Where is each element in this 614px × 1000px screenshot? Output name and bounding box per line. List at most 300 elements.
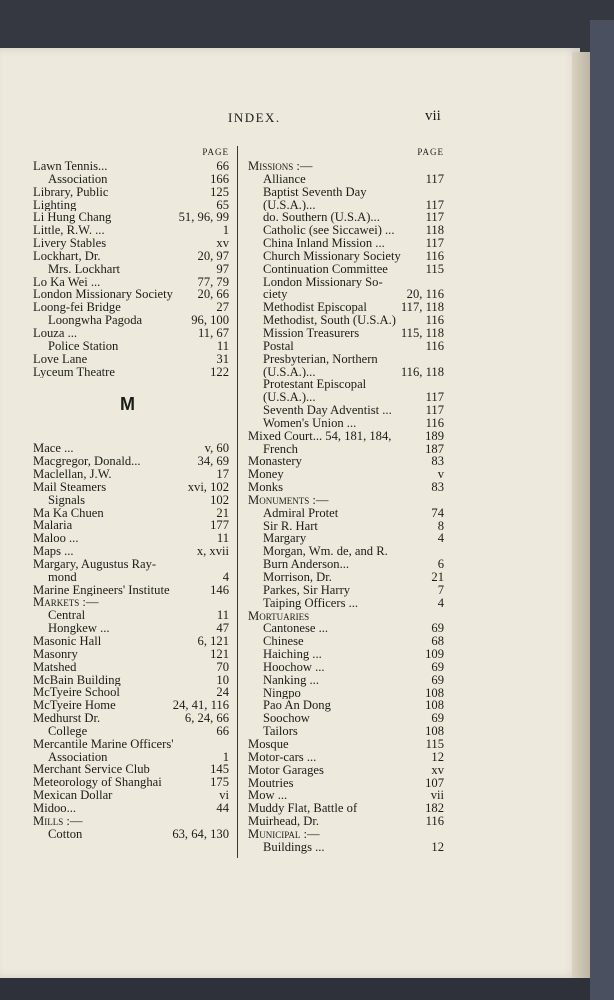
entry-pages: 117	[425, 210, 444, 225]
index-entry	[248, 712, 444, 725]
entry-text: (U.S.A.)...	[263, 365, 316, 379]
entry-pages	[441, 186, 444, 199]
entry-pages: 117	[425, 390, 444, 405]
entry-pages: 20, 116	[406, 287, 444, 302]
entry-text: Central	[48, 609, 86, 623]
index-entry	[33, 558, 229, 571]
entry-text: Maps ...	[33, 545, 74, 558]
entry-text: Continuation Committee	[263, 262, 388, 276]
index-entry	[33, 648, 229, 661]
entry-text: Chinese	[263, 635, 304, 649]
index-entry	[248, 751, 444, 764]
index-entry	[248, 802, 444, 815]
entry-text: French	[263, 442, 298, 456]
index-entry	[248, 353, 444, 366]
index-entry	[33, 507, 229, 520]
entry-text: Margary, Augustus Ray-	[33, 557, 157, 571]
entry-pages: 1	[222, 749, 229, 764]
entry-pages: 24	[216, 685, 229, 700]
index-entry	[33, 160, 229, 173]
index-entry	[248, 558, 444, 571]
entry-text: Morrison, Dr.	[263, 571, 332, 584]
index-entry	[248, 674, 444, 687]
entry-text: do. Southern (U.S.A)...	[263, 211, 380, 225]
index-entry	[248, 841, 444, 854]
entry-text: Ningpo	[263, 686, 301, 700]
entry-pages: v	[437, 467, 444, 482]
entry-pages: 115	[425, 261, 444, 276]
entry-pages: 69	[431, 659, 444, 674]
index-entry	[248, 597, 444, 610]
index-entry	[248, 532, 444, 545]
index-entry	[248, 327, 444, 340]
entry-pages	[226, 815, 229, 828]
index-entry	[248, 378, 444, 391]
entry-pages: 11	[216, 338, 229, 353]
entry-pages: 24, 41, 116	[172, 698, 229, 713]
entry-pages: 20, 97	[197, 248, 229, 263]
index-entry	[248, 622, 444, 635]
entry-pages: 1	[222, 223, 229, 238]
entry-pages: 20, 66	[197, 287, 229, 302]
entry-pages: 31	[216, 351, 229, 366]
index-entry	[33, 674, 229, 687]
entry-text: (U.S.A.)...	[263, 391, 316, 405]
entry-pages	[226, 738, 229, 751]
entry-pages: 116	[425, 814, 444, 829]
entry-text: Little, R.W. ...	[33, 224, 105, 238]
entry-pages: 65	[216, 197, 229, 212]
entry-text: Muddy Flat, Battle of	[248, 802, 358, 816]
index-entry	[33, 494, 229, 507]
entry-text: Library, Public	[33, 185, 109, 199]
index-entry	[33, 173, 229, 186]
entry-pages: 125	[210, 184, 229, 199]
entries-m	[33, 442, 229, 840]
index-entry	[33, 468, 229, 481]
page-column-label: PAGE	[417, 147, 444, 157]
entries-before-m	[33, 160, 229, 378]
entry-text: Mixed Court... 54, 181, 184,	[248, 429, 392, 443]
index-entry	[33, 288, 229, 301]
book-cover-edge	[590, 20, 614, 1000]
index-entry	[248, 699, 444, 712]
index-entry	[33, 263, 229, 276]
entry-pages: 17	[216, 467, 229, 482]
entry-text: College	[48, 724, 88, 738]
entry-text: Marine Engineers' Institute	[33, 583, 170, 597]
entry-text: Lo Ka Wei ...	[33, 275, 101, 289]
index-entry	[33, 635, 229, 648]
letter-heading	[33, 378, 229, 442]
entry-text: Tailors	[263, 725, 298, 738]
index-entry	[248, 173, 444, 186]
entry-text: Mills :—	[33, 814, 83, 828]
index-entry	[248, 777, 444, 790]
entry-pages: 177	[210, 518, 229, 533]
entry-pages: 11	[216, 531, 229, 546]
index-entry	[248, 237, 444, 250]
entry-pages	[441, 353, 444, 366]
entry-text: Money	[248, 468, 284, 482]
entry-pages: 117	[425, 171, 444, 186]
index-entry	[33, 725, 229, 738]
index-entry	[248, 160, 444, 173]
entry-pages: 96, 100	[191, 313, 229, 328]
index-entry	[33, 789, 229, 802]
entry-pages: 77, 79	[197, 274, 229, 289]
entry-pages: 118	[425, 223, 444, 238]
entry-pages: 4	[222, 569, 229, 584]
index-entry	[248, 725, 444, 738]
right-column	[248, 146, 444, 854]
entry-pages: v, 60	[204, 441, 229, 456]
index-entry	[33, 609, 229, 622]
entry-pages: 117	[425, 403, 444, 418]
index-entry	[33, 211, 229, 224]
entries-right	[248, 160, 444, 854]
entry-text: Nanking ...	[263, 673, 319, 687]
entry-pages: 116	[425, 415, 444, 430]
entry-pages: 21	[216, 505, 229, 520]
entry-text: Mace ...	[33, 442, 74, 456]
entry-text: Love Lane	[33, 352, 88, 366]
entry-pages: 4	[437, 595, 444, 610]
entry-pages: 68	[431, 634, 444, 649]
entry-text: Macgregor, Donald...	[33, 455, 141, 469]
entry-text: Church Missionary Society	[263, 249, 401, 263]
entry-text: Mrs. Lockhart	[48, 262, 121, 276]
entry-text: Markets :—	[33, 596, 99, 610]
entry-pages: 102	[210, 492, 229, 507]
entry-text: Louza ...	[33, 326, 78, 340]
entry-text: Women's Union ...	[263, 416, 357, 430]
entry-text: Protestant Episcopal	[263, 378, 367, 392]
entry-pages: 12	[431, 839, 444, 854]
index-entry	[248, 430, 444, 443]
index-entry	[248, 661, 444, 674]
entry-pages: 47	[216, 621, 229, 636]
entry-text: Malaria	[33, 519, 73, 533]
header-title: INDEX.	[228, 110, 281, 125]
index-entry	[248, 455, 444, 468]
entry-pages: 117	[425, 236, 444, 251]
entry-text: Moutries	[248, 776, 294, 790]
entry-pages: 121	[210, 646, 229, 661]
entry-pages: 122	[210, 364, 229, 379]
index-entry	[248, 494, 444, 507]
entry-pages: 146	[210, 582, 229, 597]
entry-text: Meteorology of Shanghai	[33, 776, 162, 790]
index-entry	[33, 545, 229, 558]
entry-text: Burn Anderson...	[263, 558, 350, 571]
entry-text: Margary	[263, 532, 307, 546]
index-entry	[248, 635, 444, 648]
entry-pages: vi	[219, 788, 229, 803]
entry-text: Muirhead, Dr.	[248, 815, 319, 828]
index-entry	[33, 661, 229, 674]
index-entry	[248, 404, 444, 417]
entry-text: Loong-fei Bridge	[33, 301, 121, 315]
index-entry	[33, 712, 229, 725]
entry-text: Morgan, Wm. de, and R.	[263, 545, 388, 559]
index-entry	[33, 751, 229, 764]
entry-pages: 10	[216, 672, 229, 687]
entry-pages: 70	[216, 659, 229, 674]
column-divider	[237, 146, 238, 858]
index-entry	[248, 648, 444, 661]
entry-text: McBain Building	[33, 673, 121, 687]
index-entry	[248, 610, 444, 623]
index-entry	[33, 481, 229, 494]
entry-text: Mercantile Marine Officers'	[33, 737, 174, 751]
index-entry	[33, 327, 229, 340]
index-entry	[248, 764, 444, 777]
entry-text: Hoochow ...	[263, 660, 325, 674]
page-column-label: PAGE	[202, 147, 229, 157]
entry-text: Medhurst Dr.	[33, 712, 101, 725]
entry-pages: 27	[216, 300, 229, 315]
entry-pages	[441, 160, 444, 173]
entry-text: Municipal :—	[248, 827, 320, 841]
index-entry	[33, 455, 229, 468]
entry-pages: 108	[425, 685, 444, 700]
entry-text: Li Hung Chang	[33, 211, 112, 225]
entry-text: Soochow	[263, 712, 310, 726]
entry-pages: 69	[431, 672, 444, 687]
entry-text: Admiral Protet	[263, 506, 339, 520]
index-entry	[33, 519, 229, 532]
entry-text: Buildings ...	[263, 840, 325, 854]
entry-pages: 21	[431, 570, 444, 584]
entry-pages: 97	[216, 261, 229, 276]
entry-text: Lockhart, Dr.	[33, 249, 101, 263]
entry-text: Parkes, Sir Harry	[263, 583, 351, 597]
entry-text: mond	[48, 570, 77, 584]
index-entry	[248, 828, 444, 841]
index-entry	[248, 199, 444, 212]
entry-text: Motor Garages	[248, 763, 324, 777]
entry-pages: 74	[431, 505, 444, 520]
entry-pages: 116	[425, 313, 444, 328]
entry-pages: 187	[425, 441, 444, 456]
entry-pages: 11	[216, 608, 229, 623]
entry-text: Postal	[263, 339, 294, 353]
entry-text: Midoo...	[33, 801, 77, 815]
entry-pages: 83	[431, 480, 444, 495]
index-entry	[248, 366, 444, 379]
index-entry	[248, 687, 444, 700]
entry-text: Monastery	[248, 455, 302, 469]
entry-text: Baptist Seventh Day	[263, 185, 367, 199]
index-entry	[33, 186, 229, 199]
index-entry	[248, 468, 444, 481]
entry-text: Methodist Episcopal	[263, 301, 367, 315]
index-entry	[33, 802, 229, 815]
index-entry	[248, 301, 444, 314]
index-entry	[248, 417, 444, 430]
entry-pages: 66	[216, 723, 229, 738]
index-entry	[248, 443, 444, 456]
entry-text: Mission Treasurers	[263, 326, 360, 340]
page-header	[0, 110, 580, 130]
entry-text: Catholic (see Siccawei) ...	[263, 224, 395, 238]
entry-text: Mail Steamers	[33, 480, 107, 494]
entry-text: Masonic Hall	[33, 635, 102, 648]
index-entry	[248, 211, 444, 224]
entry-pages: 6, 24, 66	[184, 711, 229, 726]
entry-pages: 51, 96, 99	[178, 210, 229, 225]
entry-pages: 115, 118	[400, 325, 444, 340]
index-entry	[33, 340, 229, 353]
index-entry	[33, 828, 229, 841]
entry-text: Mortuaries	[248, 609, 310, 623]
entry-text: Hongkew ...	[48, 622, 110, 635]
index-entry	[248, 815, 444, 828]
entry-text: China Inland Mission ...	[263, 237, 385, 250]
index-entry	[248, 340, 444, 353]
entry-pages: 69	[431, 711, 444, 726]
entry-pages: 69	[431, 621, 444, 636]
entry-pages: 182	[425, 801, 444, 816]
entry-pages: 66	[216, 159, 229, 173]
entry-pages	[441, 494, 444, 507]
entry-text: Mow ...	[248, 789, 288, 803]
entry-text: Haiching ...	[263, 648, 322, 661]
entry-text: Ma Ka Chuen	[33, 506, 104, 520]
entry-pages: 117, 118	[400, 300, 444, 315]
entry-pages: 108	[425, 724, 444, 739]
entry-text: (U.S.A.)...	[263, 198, 316, 212]
index-entry	[33, 353, 229, 366]
index-entry	[248, 520, 444, 533]
entry-text: Lighting	[33, 198, 77, 212]
index-entry	[33, 596, 229, 609]
index-entry	[33, 763, 229, 776]
entry-pages: 115	[425, 736, 444, 751]
entry-pages: 12	[431, 749, 444, 764]
index-entry	[33, 237, 229, 250]
index-entry	[33, 250, 229, 263]
entry-text: Cotton	[48, 827, 83, 841]
entry-pages	[441, 828, 444, 841]
entry-text: Mosque	[248, 737, 289, 751]
entry-text: Pao An Dong	[263, 699, 331, 713]
entry-text: Sir R. Hart	[263, 519, 318, 533]
entry-text: McTyeire School	[33, 686, 120, 700]
entry-pages: 7	[437, 582, 444, 597]
entry-text: Masonry	[33, 647, 78, 661]
entry-pages: 117	[425, 197, 444, 212]
entry-text: Lawn Tennis...	[33, 160, 108, 173]
page-edge	[572, 52, 590, 978]
entry-pages: 8	[437, 518, 444, 533]
index-entry	[248, 186, 444, 199]
entry-text: Monuments :—	[248, 493, 329, 507]
page-number: vii	[425, 108, 441, 124]
entry-pages: 108	[425, 698, 444, 713]
index-entry	[248, 224, 444, 237]
index-entry	[248, 584, 444, 597]
entry-pages: vii	[430, 788, 444, 803]
entry-text: Cantonese ...	[263, 622, 329, 636]
entry-text: Loongwha Pagoda	[48, 314, 143, 327]
entry-pages: 166	[210, 171, 229, 186]
entry-pages: xvi, 102	[187, 479, 229, 494]
entry-text: Merchant Service Club	[33, 763, 150, 777]
entry-text: Signals	[48, 493, 86, 507]
entry-text: London Missionary Society	[33, 288, 173, 302]
entry-pages: 189	[425, 428, 444, 443]
index-entry	[248, 789, 444, 802]
entry-pages: 145	[210, 762, 229, 777]
entry-pages: 107	[425, 775, 444, 790]
entry-text: Methodist, South (U.S.A.)	[263, 314, 396, 327]
index-entry	[248, 507, 444, 520]
entry-text: Alliance	[263, 172, 306, 186]
entry-text: Police Station	[48, 339, 119, 353]
entry-pages: 63, 64, 130	[172, 826, 229, 841]
entry-text: Presbyterian, Northern	[263, 352, 378, 366]
entry-text: Lyceum Theatre	[33, 365, 115, 379]
entry-text: McTyeire Home	[33, 699, 116, 713]
entry-pages: 11, 67	[197, 325, 229, 340]
entry-text: ciety	[263, 288, 288, 302]
entry-pages: xv	[216, 236, 229, 251]
index-entry	[33, 815, 229, 828]
entry-pages: 83	[431, 454, 444, 469]
index-entry	[33, 224, 229, 237]
index-entry	[33, 366, 229, 379]
letter-heading-text: M	[120, 394, 135, 415]
entry-pages: x, xvii	[196, 544, 229, 559]
index-entry	[33, 738, 229, 751]
entry-pages: 175	[210, 775, 229, 790]
entry-text: London Missionary So-	[263, 275, 383, 289]
index-entry	[33, 584, 229, 597]
left-column	[33, 146, 229, 841]
entry-pages	[226, 558, 229, 571]
index-entry	[248, 250, 444, 263]
index-entry	[248, 545, 444, 558]
entry-text: Association	[48, 172, 108, 186]
index-entry	[248, 738, 444, 751]
entry-text: Maclellan, J.W.	[33, 468, 112, 481]
entry-pages: 44	[216, 800, 229, 815]
entry-text: Motor-cars ...	[248, 750, 317, 764]
entry-text: Association	[48, 750, 108, 764]
entry-text: Livery Stables	[33, 237, 107, 250]
index-entry	[33, 776, 229, 789]
entry-pages: xv	[431, 762, 444, 777]
entry-pages: 116	[425, 248, 444, 263]
entry-pages: 6	[437, 557, 444, 572]
entry-text: Matshed	[33, 660, 77, 674]
index-entry	[248, 391, 444, 404]
entry-text: Monks	[248, 481, 283, 494]
entry-text: Seventh Day Adventist ...	[263, 404, 392, 417]
index-entry	[248, 571, 444, 584]
entry-pages: 6, 121	[197, 634, 229, 648]
entry-text: Taiping Officers ...	[263, 596, 359, 610]
index-entry	[248, 263, 444, 276]
entry-text: Missions :—	[248, 160, 313, 173]
index-entry	[248, 481, 444, 494]
index-entry	[33, 571, 229, 584]
entry-pages: 34, 69	[197, 454, 229, 469]
entry-text: Maloo ...	[33, 532, 79, 546]
entry-text: Mexican Dollar	[33, 789, 113, 802]
